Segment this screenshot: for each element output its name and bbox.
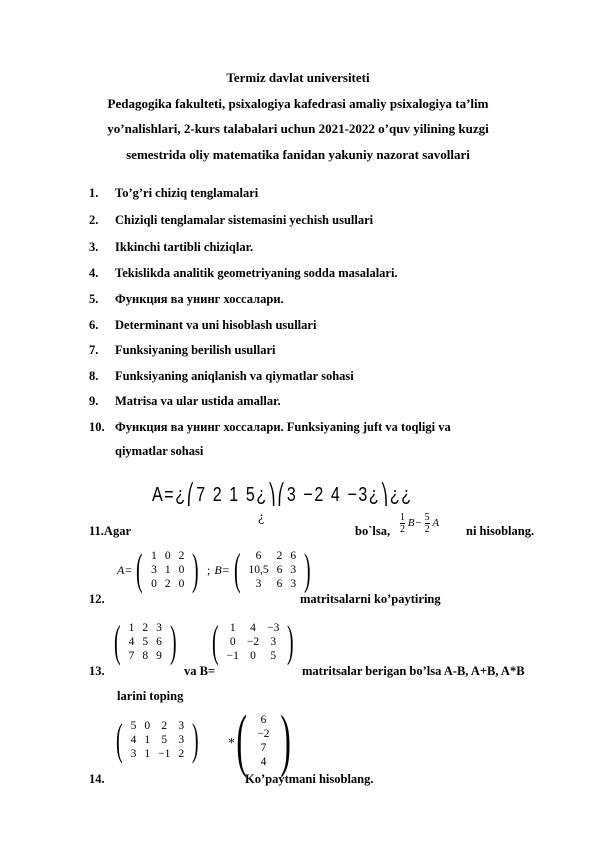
question-11-end: ni hisoblang.	[466, 524, 535, 538]
right-paren: )	[192, 545, 199, 594]
garbled-subscript: ¿	[258, 510, 265, 525]
right-paren: )	[279, 702, 291, 779]
vector: 6 −2 7 4	[257, 714, 270, 768]
matrix-b: 1 4 −3 0 −2 3 −1 0 5	[226, 622, 280, 662]
left-paren: (	[212, 617, 219, 666]
question-item: 6. Determinant va uni hisoblash usullari	[89, 318, 317, 332]
question-13-matrix-b	[208, 617, 298, 666]
header-line-2: Pedagogika fakulteti, psixalogiya kafedrasi amaliy psixalogiya ta’lim	[107, 96, 489, 111]
question-12-label: 12.	[89, 592, 105, 606]
question-item: 4. Tekislikda analitik geometriyaning sodda masalalari.	[89, 266, 398, 280]
left-paren: (	[136, 545, 144, 594]
question-item: 7. Funksiyaning berilish usullari	[89, 343, 276, 357]
question-13-matrix-a	[110, 617, 181, 666]
question-item: 3. Ikkinchi tartibli chiziqlar.	[89, 240, 254, 254]
fraction-five-halves: $\frac{5}{2}$	[424, 512, 430, 535]
question-14-vector	[230, 702, 297, 779]
left-paren: (	[114, 617, 121, 666]
question-11-mid: bo`lsa,	[355, 524, 391, 538]
question-10-continuation: qiymatlar sohasi	[115, 444, 204, 458]
left-paren: (	[236, 702, 247, 779]
question-14-label: 14.	[89, 772, 105, 786]
question-item: 1. To’g’ri chiziq tenglamalari	[89, 186, 259, 200]
question-12-matrices	[117, 545, 315, 594]
matrix-b-name: B=	[214, 562, 230, 577]
multiply-operator: *	[228, 736, 235, 751]
question-13-mid: va B=	[184, 664, 216, 678]
right-paren: )	[169, 617, 177, 666]
formula-expression	[400, 512, 439, 535]
question-13-end-2: larini toping	[117, 689, 184, 703]
garbled-matrix-formula: A=¿⎛7 2 1 5¿⎞⎛3 −2 4 −3¿⎞¿¿	[152, 484, 413, 506]
matrix-b: 6 2 6 10,5 6 3 3 6 3	[248, 550, 297, 590]
question-item: 5. Функция ва унинг хоссалари.	[89, 292, 284, 306]
question-item: 9. Matrisa va ular ustida amallar.	[89, 394, 281, 408]
question-13-label: 13.	[89, 664, 105, 678]
question-item: 8. Funksiyaning aniqlanish va qiymatlar sohasi	[89, 369, 354, 383]
right-paren: )	[192, 715, 199, 764]
right-paren: )	[304, 545, 311, 594]
matrix-a: 1 2 3 4 5 6 7 8 9	[128, 622, 162, 662]
question-12-end: matritsalarni ko’paytiring	[300, 592, 441, 606]
question-14-matrix	[112, 715, 203, 764]
matrix-a: 1 0 2 3 1 0 0 2 0	[151, 550, 185, 590]
question-13-end: matritsalar berigan bo’lsa A-B, A+B, A*B	[302, 664, 525, 678]
fraction-one-half: $\frac{1}{2}$	[400, 512, 405, 535]
separator: ;	[207, 562, 211, 577]
left-paren: (	[233, 545, 241, 594]
question-14-end: Ko’paytmani hisoblang.	[245, 772, 374, 786]
matrix-a: 5 0 2 3 4 1 5 3 3 1 −1 2	[130, 720, 185, 760]
header-line-4: semestrida oliy matematika fanidan yakuniy nazorat savollari	[126, 147, 470, 162]
right-paren: )	[287, 617, 295, 666]
header-line-3: yo’nalishlari, 2-kurs talabalari uchun 2021-2022 o’quv yilining kuzgi	[107, 121, 489, 136]
formula-b-term: B−	[407, 517, 422, 530]
question-item: 10. Функция ва унинг хоссалари. Funksiyaning juft va toqligi va	[89, 420, 451, 434]
question-11-label: 11.Agar	[89, 524, 132, 538]
question-item: 2. Chiziqli tenglamalar sistemasini yechish usullari	[89, 213, 374, 227]
matrix-a-name: A=	[117, 562, 133, 577]
left-paren: (	[116, 715, 123, 764]
formula-a-term: A	[432, 517, 440, 530]
university-title: Termiz davlat universiteti	[226, 70, 370, 85]
